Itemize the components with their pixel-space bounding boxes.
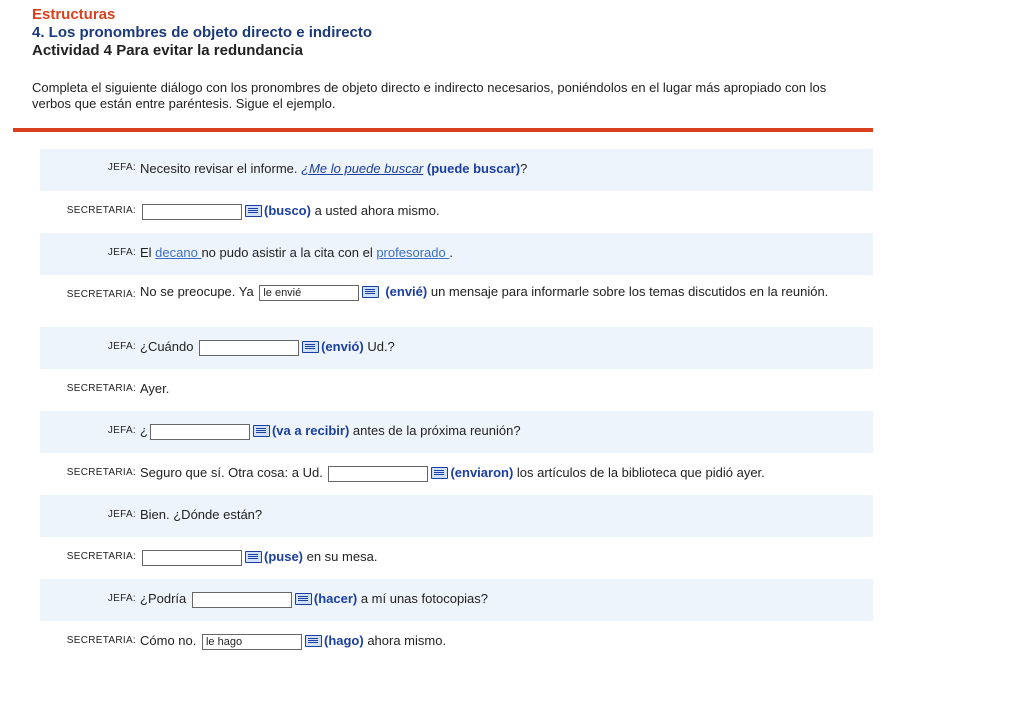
speaker-label: SECRETARIA: — [66, 635, 136, 646]
keyboard-icon[interactable] — [362, 286, 379, 298]
verb-hint: (puse) — [264, 549, 303, 564]
answer-input[interactable] — [150, 424, 250, 440]
line-text: Ayer. — [140, 381, 170, 396]
line-text: los artículos de la biblioteca que pidió ayer. — [513, 465, 765, 480]
speaker-label: JEFA: — [107, 247, 136, 258]
keyboard-icon[interactable] — [305, 635, 322, 647]
line-text: Bien. ¿Dónde están? — [140, 507, 263, 522]
dialog-row-10 — [40, 537, 873, 579]
dialog-row-9 — [40, 495, 873, 537]
answer-input[interactable] — [202, 634, 302, 650]
line-text: ? — [520, 161, 528, 176]
keyboard-icon[interactable] — [302, 341, 319, 353]
line-text: ¿ — [140, 423, 148, 438]
dialog-row-6 — [40, 369, 873, 411]
dialog-row-11 — [40, 579, 873, 621]
speaker-label: SECRETARIA: — [66, 289, 136, 300]
line-text: a usted ahora mismo. — [310, 203, 440, 218]
dialog-row-4 — [40, 275, 873, 327]
line-text: Cómo no. — [140, 633, 200, 648]
dialog-row-1 — [40, 149, 873, 191]
speaker-label: JEFA: — [107, 593, 136, 604]
answer-input[interactable] — [192, 592, 292, 608]
line-text: ¿Podría — [140, 591, 190, 606]
speaker-label: JEFA: — [107, 341, 136, 352]
dialog-row-8 — [40, 453, 873, 495]
line-text: un mensaje para informarle sobre los temas discutidos en la reunión. — [427, 284, 829, 299]
line-text: ¿Cuándo — [140, 339, 198, 354]
dialog-row-12 — [40, 621, 873, 663]
verb-hint: (enviaron) — [450, 465, 514, 480]
verb-hint: (envié) — [385, 284, 428, 299]
example-answer: ¿Me lo puede buscar — [301, 161, 424, 176]
line-text: . — [449, 245, 453, 260]
section-title: Estructuras — [32, 6, 116, 23]
answer-input[interactable] — [142, 204, 242, 220]
line-text: ahora mismo. — [363, 633, 447, 648]
line-text: No se preocupe. Ya — [140, 284, 258, 299]
speaker-label: JEFA: — [107, 162, 136, 173]
verb-hint: (hacer) — [313, 591, 358, 606]
line-text: Ud.? — [363, 339, 395, 354]
line-text: no pudo asistir a la cita con el — [201, 245, 377, 260]
dialog-row-5 — [40, 327, 873, 369]
speaker-label: SECRETARIA: — [66, 205, 136, 216]
vocab-link-decano[interactable]: decano — [155, 245, 202, 260]
keyboard-icon[interactable] — [245, 551, 262, 563]
speaker-label: SECRETARIA: — [66, 467, 136, 478]
chapter-title: 4. Los pronombres de objeto directo e indirecto — [32, 24, 373, 41]
line-text: en su mesa. — [303, 549, 378, 564]
dialog-row-7 — [40, 411, 873, 453]
answer-input[interactable] — [142, 550, 242, 566]
speaker-label: SECRETARIA: — [66, 551, 136, 562]
answer-input[interactable] — [199, 340, 299, 356]
line-text: Necesito revisar el informe. — [140, 161, 302, 176]
answer-input[interactable] — [328, 466, 428, 482]
verb-hint: (busco) — [264, 203, 311, 218]
keyboard-icon[interactable] — [253, 425, 270, 437]
line-text: Seguro que sí. Otra cosa: a Ud. — [140, 465, 327, 480]
keyboard-icon[interactable] — [245, 205, 262, 217]
dialog-row-2 — [40, 191, 873, 233]
dialog-row-3 — [40, 233, 873, 275]
verb-hint: (envió) — [321, 339, 364, 354]
verb-hint: (va a recibir) — [271, 423, 350, 438]
speaker-label: JEFA: — [107, 509, 136, 520]
verb-hint: (puede buscar) — [426, 161, 521, 176]
vocab-link-profesorado[interactable]: profesorado — [376, 245, 450, 260]
line-text: antes de la próxima reunión? — [349, 423, 521, 438]
divider-rule — [13, 128, 873, 132]
instructions: Completa el siguiente diálogo con los pronombres de objeto directo e indirecto necesarios, poniéndolos en el lugar más apropiado con los verbos que están entre paréntesis. Sigue el ejemplo. — [32, 80, 827, 111]
activity-title: Actividad 4 Para evitar la redundancia — [32, 42, 303, 59]
answer-input[interactable] — [259, 285, 359, 301]
line-text: El — [140, 245, 156, 260]
keyboard-icon[interactable] — [295, 593, 312, 605]
keyboard-icon[interactable] — [431, 467, 448, 479]
speaker-label: JEFA: — [107, 425, 136, 436]
dialog — [40, 149, 873, 663]
page-header — [32, 6, 872, 60]
verb-hint: (hago) — [323, 633, 364, 648]
line-text: a mí unas fotocopias? — [357, 591, 489, 606]
speaker-label: SECRETARIA: — [66, 383, 136, 394]
